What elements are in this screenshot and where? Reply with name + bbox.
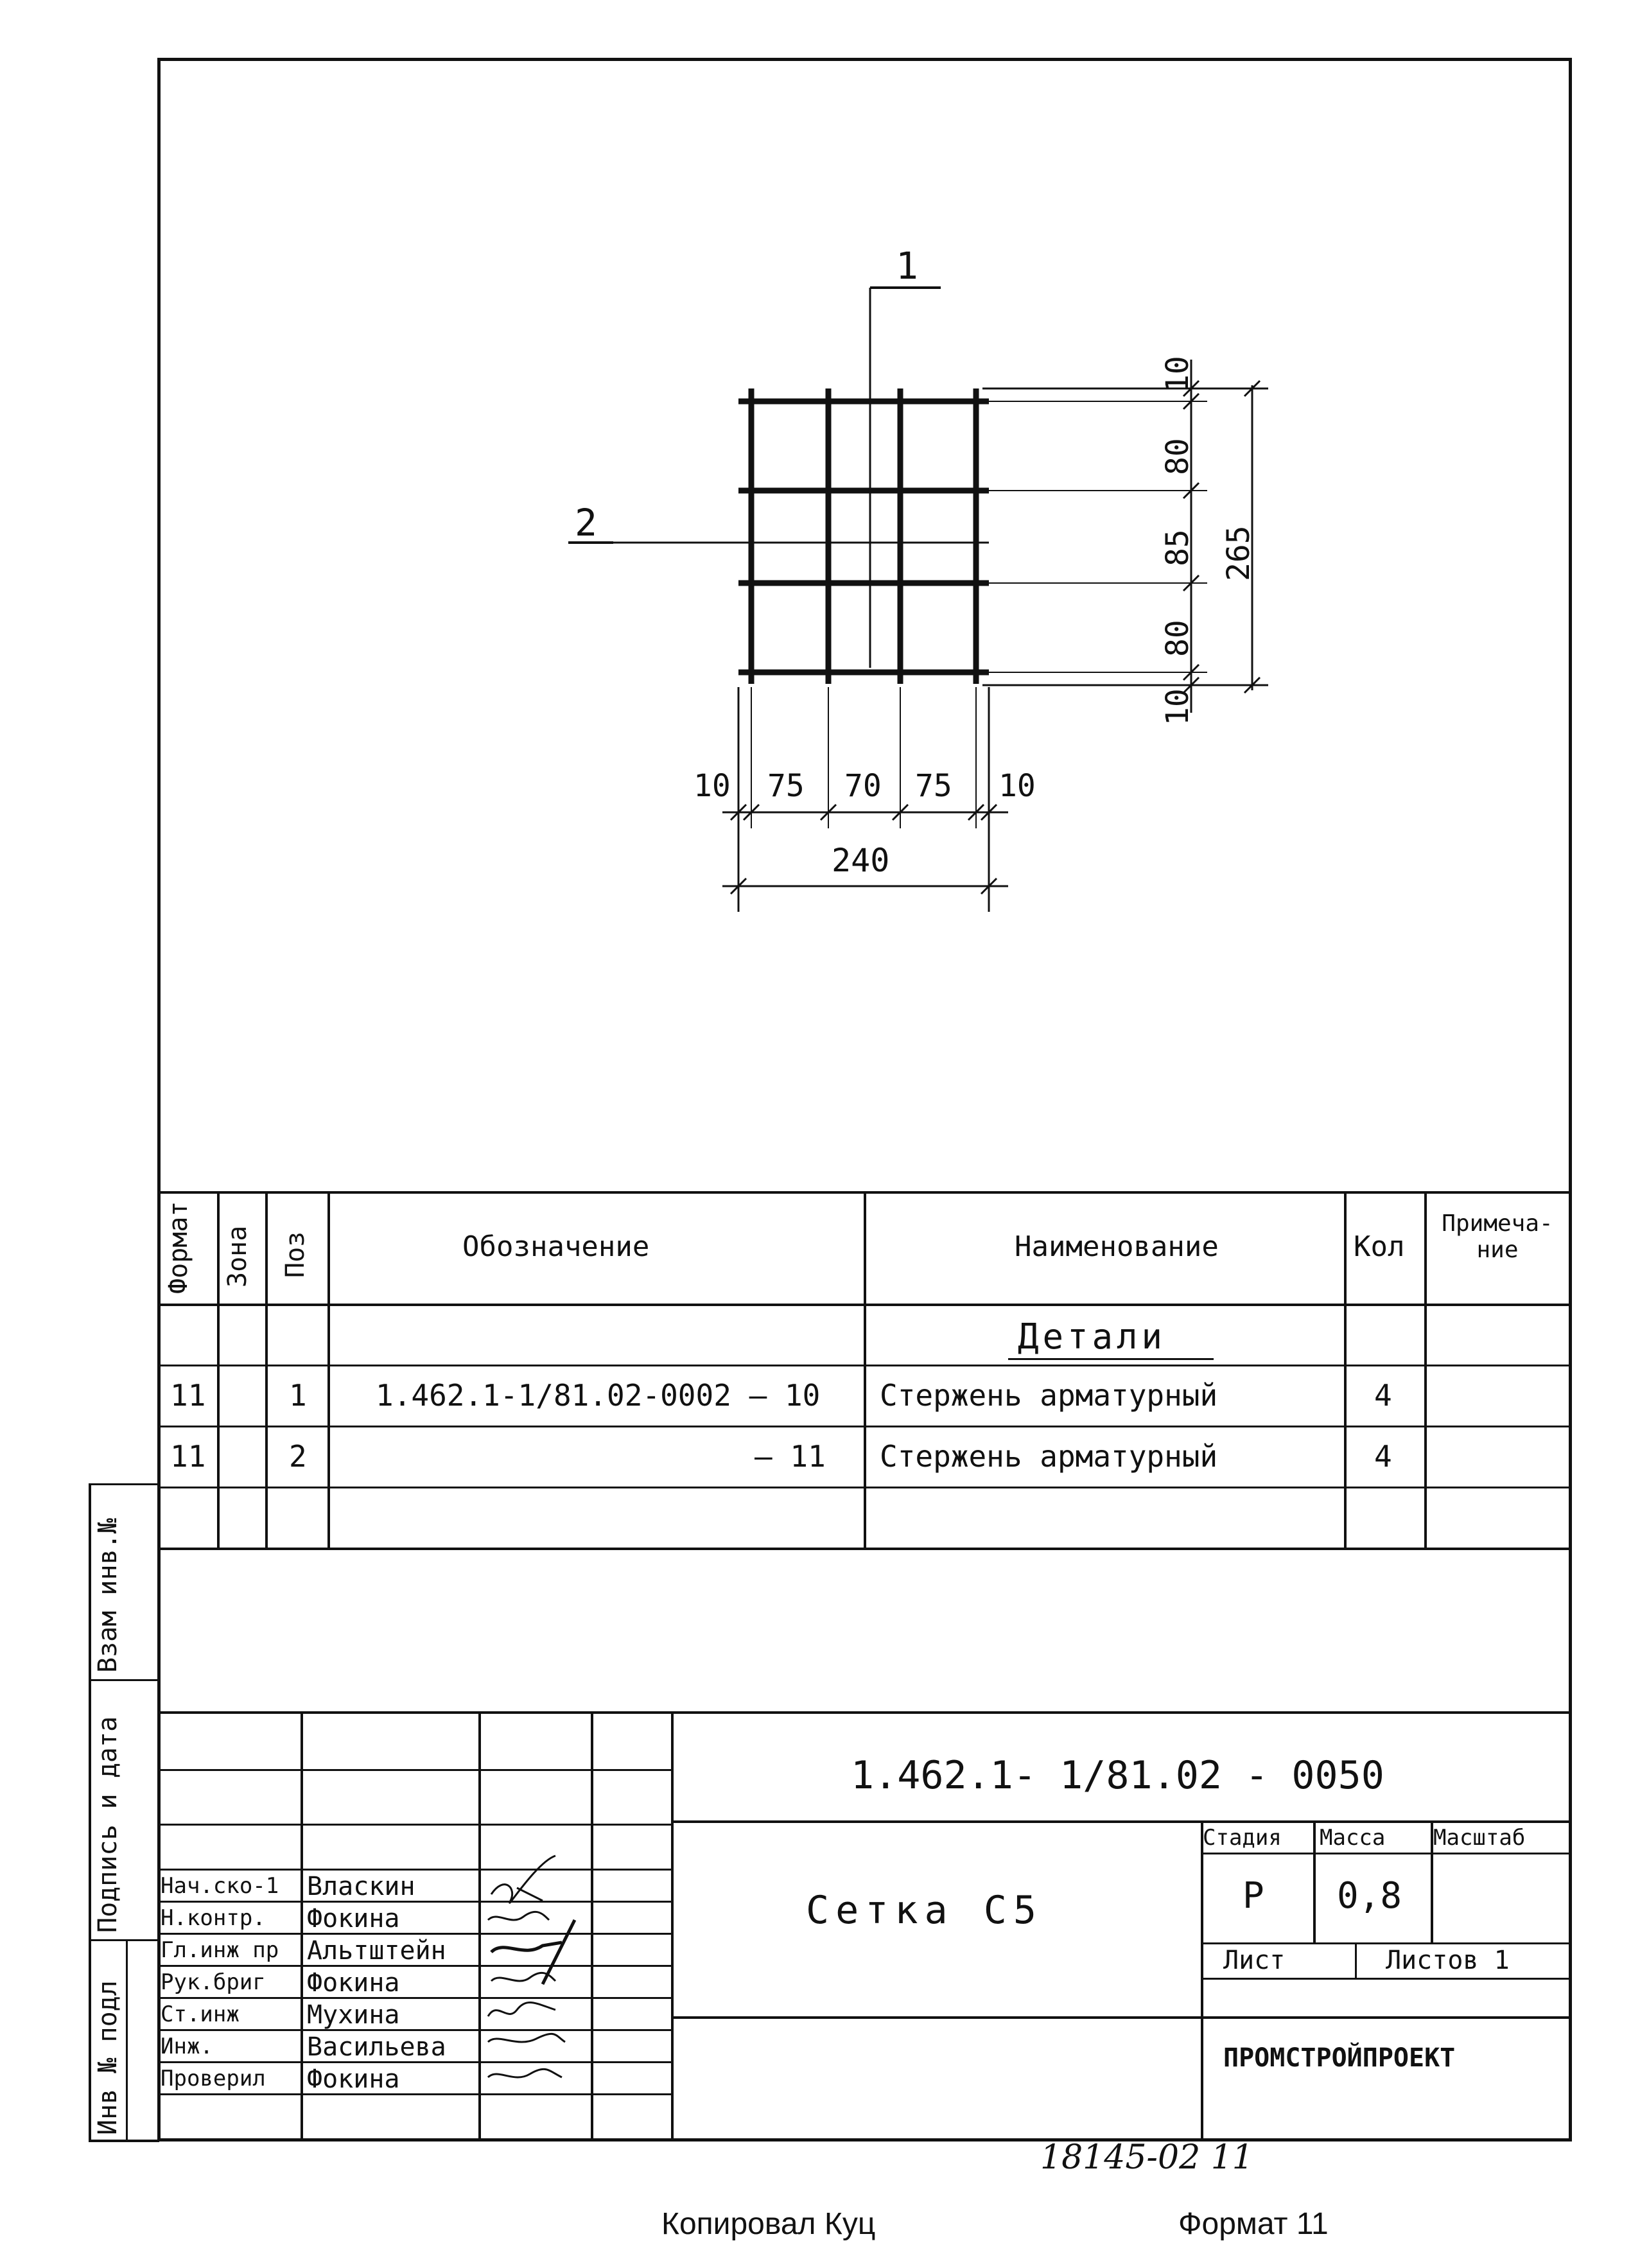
- side-replace-label: Взам инв.№: [93, 1518, 123, 1673]
- name-4: Фокина: [307, 1968, 400, 1998]
- archive-number: 18145-02 11: [1040, 2138, 1253, 2177]
- role-5: Ст.инж: [161, 2002, 240, 2027]
- organization: ПРОМСТРОЙПРОЕКТ: [1223, 2043, 1456, 2073]
- dim-right-3: 85: [1160, 529, 1196, 566]
- header-name: Наименование: [1015, 1230, 1219, 1263]
- role-3: Гл.инж пр: [161, 1937, 279, 1963]
- dim-right-4: 80: [1160, 620, 1196, 657]
- name-7: Фокина: [307, 2064, 400, 2094]
- section-title: Детали: [1018, 1316, 1167, 1357]
- name-3: Альтштейн: [307, 1936, 446, 1966]
- dim-bottom-2: 75: [767, 768, 805, 804]
- header-zone: Зона: [223, 1225, 252, 1287]
- stage-label: Стадия: [1203, 1825, 1282, 1851]
- mass-label: Масса: [1320, 1825, 1386, 1851]
- dim-right-5: 10: [1160, 688, 1196, 726]
- dim-right-2: 80: [1160, 438, 1196, 475]
- dim-bottom-1: 10: [694, 768, 731, 804]
- side-inv-label: Инв № подл: [93, 1980, 123, 2135]
- dim-bottom-3: 70: [844, 768, 882, 804]
- name-2: Фокина: [307, 1904, 400, 1933]
- role-2: Н.контр.: [161, 1905, 266, 1931]
- dim-total-height: 265: [1221, 525, 1257, 581]
- signatures: [478, 1849, 632, 2106]
- name-6: Васильева: [307, 2032, 446, 2062]
- callout-2: 2: [575, 501, 597, 545]
- side-signature-label: Подпись и дата: [93, 1716, 123, 1933]
- name-5: Мухина: [307, 2000, 400, 2030]
- format-label: Формат 11: [1178, 2207, 1329, 2241]
- document-code: 1.462.1- 1/81.02 - 0050: [851, 1753, 1384, 1798]
- dim-right-1: 10: [1160, 356, 1196, 393]
- dim-total-width: 240: [832, 842, 890, 879]
- callout-1: 1: [896, 244, 918, 288]
- document-title: Сетка С5: [806, 1888, 1043, 1933]
- scale-label: Масштаб: [1433, 1825, 1526, 1851]
- role-4: Рук.бриг: [161, 1969, 266, 1995]
- sheet-label: Лист: [1223, 1946, 1286, 1975]
- dim-bottom-4: 75: [915, 768, 952, 804]
- role-7: Проверил: [161, 2066, 266, 2091]
- copied-by: Копировал Куц: [661, 2207, 876, 2241]
- stage-value: Р: [1243, 1875, 1264, 1917]
- sheets-label: Листов 1: [1386, 1946, 1510, 1975]
- header-note: Примеча-ние: [1442, 1210, 1553, 1264]
- header-qty: Кол: [1354, 1230, 1405, 1263]
- dim-bottom-5: 10: [999, 768, 1036, 804]
- role-1: Нач.ско-1: [161, 1873, 279, 1899]
- name-1: Власкин: [307, 1872, 415, 1901]
- header-pos: Поз: [281, 1231, 310, 1278]
- header-designation: Обозначение: [462, 1230, 650, 1263]
- role-6: Инж.: [161, 2034, 213, 2059]
- header-format: Формат: [164, 1201, 193, 1294]
- mass-value: 0,8: [1337, 1875, 1402, 1917]
- mesh-drawing: [0, 0, 1640, 963]
